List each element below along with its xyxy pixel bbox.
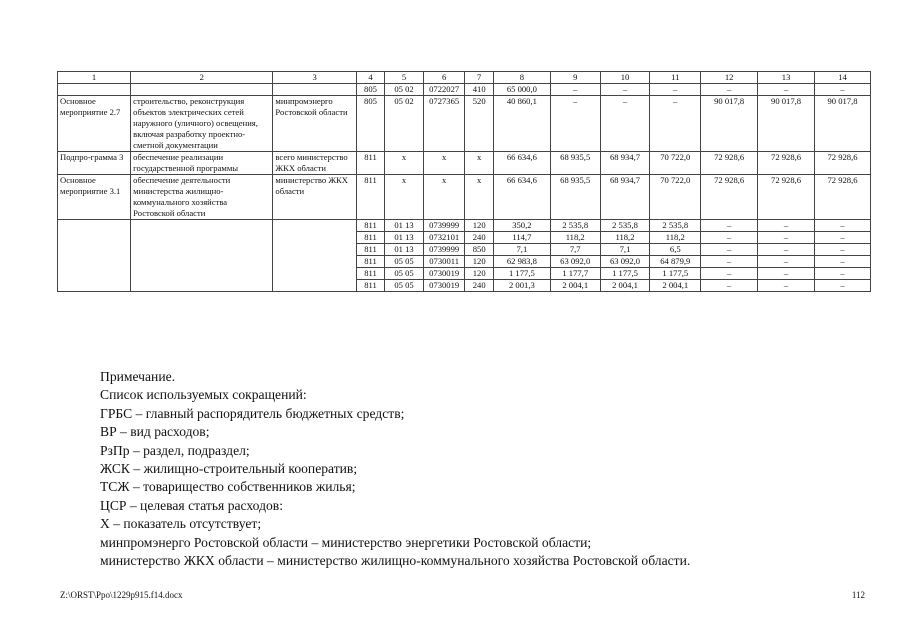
column-number: 13: [758, 72, 815, 84]
vr-cell: 850: [465, 244, 493, 256]
amount-cell: 90 017,8: [701, 96, 758, 152]
table-row: [58, 84, 871, 96]
amount-cell: 1 177,5: [650, 268, 701, 280]
vr-cell: 120: [465, 268, 493, 280]
amount-cell: –: [701, 244, 758, 256]
amount-cell: 2 004,1: [550, 280, 600, 292]
amount-cell: 2 004,1: [650, 280, 701, 292]
grbs-cell: 811: [356, 152, 384, 175]
note-line: Примечание.: [100, 369, 176, 384]
rzpr-cell: 05 02: [385, 96, 424, 152]
file-path: Z:\ORST\Ppo\1229p915.f14.docx: [60, 590, 183, 600]
empty-cell: [131, 220, 273, 292]
amount-cell: –: [758, 220, 815, 232]
amount-cell: 90 017,8: [758, 96, 815, 152]
csr-cell: 0730011: [423, 256, 465, 268]
amount-cell: 70 722,0: [650, 152, 701, 175]
amount-cell: –: [550, 96, 600, 152]
column-number: 7: [465, 72, 493, 84]
abbreviations-note: [100, 368, 690, 570]
csr-cell: 0722027: [423, 84, 465, 96]
page-number: 112: [851, 590, 865, 600]
rzpr-cell: x: [385, 175, 424, 220]
vr-cell: 520: [465, 96, 493, 152]
vr-cell: 240: [465, 232, 493, 244]
amount-cell: 1 177,5: [493, 268, 550, 280]
table-row: [58, 220, 871, 232]
csr-cell: 0727365: [423, 96, 465, 152]
note-line: минпромэнерго Ростовской области – министерство энергетики Ростовской области;: [100, 534, 592, 550]
grbs-cell: 811: [356, 244, 384, 256]
column-number: 4: [356, 72, 384, 84]
amount-cell: 72 928,6: [701, 175, 758, 220]
grbs-cell: 811: [356, 280, 384, 292]
amount-cell: 114,7: [493, 232, 550, 244]
column-number: 1: [58, 72, 131, 84]
amount-cell: –: [815, 280, 871, 292]
amount-cell: 1 177,5: [600, 268, 650, 280]
amount-cell: –: [758, 232, 815, 244]
grbs-cell: 811: [356, 268, 384, 280]
amount-cell: 90 017,8: [815, 96, 871, 152]
amount-cell: –: [815, 84, 871, 96]
column-number: 8: [493, 72, 550, 84]
amount-cell: 63 092,0: [600, 256, 650, 268]
rzpr-cell: 01 13: [385, 232, 424, 244]
amount-cell: –: [758, 256, 815, 268]
amount-cell: 62 983,8: [493, 256, 550, 268]
amount-cell: 68 935,5: [550, 175, 600, 220]
note-line: ТСЖ – товарищество собственников жилья;: [100, 479, 356, 495]
amount-cell: –: [758, 280, 815, 292]
amount-cell: 7,1: [493, 244, 550, 256]
row-title: Основное мероприятие 3.1: [58, 175, 131, 220]
amount-cell: –: [701, 268, 758, 280]
amount-cell: 2 535,8: [650, 220, 701, 232]
amount-cell: 6,5: [650, 244, 701, 256]
csr-cell: 0732101: [423, 232, 465, 244]
amount-cell: –: [815, 244, 871, 256]
column-number: 11: [650, 72, 701, 84]
amount-cell: 2 535,8: [550, 220, 600, 232]
amount-cell: 118,2: [650, 232, 701, 244]
amount-cell: 118,2: [550, 232, 600, 244]
amount-cell: 72 928,6: [758, 175, 815, 220]
amount-cell: 72 928,6: [701, 152, 758, 175]
amount-cell: –: [815, 220, 871, 232]
amount-cell: 118,2: [600, 232, 650, 244]
amount-cell: –: [815, 268, 871, 280]
vr-cell: 120: [465, 256, 493, 268]
amount-cell: 66 634,6: [493, 152, 550, 175]
column-number: 12: [701, 72, 758, 84]
amount-cell: 66 634,6: [493, 175, 550, 220]
row-description: строительство, реконструкция объектов электрических сетей наружного (уличного) освещения, включая разработку проектно-сметной документации: [131, 96, 273, 152]
amount-cell: 40 860,1: [493, 96, 550, 152]
column-number: 5: [385, 72, 424, 84]
empty-cell: [58, 220, 131, 292]
amount-cell: –: [701, 232, 758, 244]
grbs-cell: 805: [356, 96, 384, 152]
note-line: министерство ЖКХ области – министерство жилищно-коммунального хозяйства Ростовской области.: [100, 553, 691, 569]
column-number: 2: [131, 72, 273, 84]
amount-cell: 63 092,0: [550, 256, 600, 268]
grbs-cell: 805: [356, 84, 384, 96]
column-number: 3: [273, 72, 356, 84]
csr-cell: 0739999: [423, 244, 465, 256]
column-number: 9: [550, 72, 600, 84]
column-number-row: [58, 72, 871, 84]
row-description: [131, 84, 273, 96]
note-line: ЖСК – жилищно-строительный кооператив;: [100, 461, 358, 477]
row-description: обеспечение деятельности министерства жилищно-коммунального хозяйства Ростовской области: [131, 175, 273, 220]
column-number: 10: [600, 72, 650, 84]
row-executor: всего министерство ЖКХ области: [273, 152, 356, 175]
amount-cell: 2 535,8: [600, 220, 650, 232]
amount-cell: 70 722,0: [650, 175, 701, 220]
note-line: ЦСР – целевая статья расходов:: [100, 497, 283, 513]
amount-cell: 7,1: [600, 244, 650, 256]
grbs-cell: 811: [356, 256, 384, 268]
row-description: обеспечение реализации государственной программы: [131, 152, 273, 175]
note-line: ГРБС – главный распорядитель бюджетных средств;: [100, 405, 405, 421]
rzpr-cell: 05 05: [385, 268, 424, 280]
csr-cell: 0730019: [423, 268, 465, 280]
table-row: [58, 152, 871, 175]
empty-cell: [273, 220, 356, 292]
row-executor: минпромэнерго Ростовской области: [273, 96, 356, 152]
column-number: 14: [815, 72, 871, 84]
note-line: РзПр – раздел, подраздел;: [100, 442, 250, 458]
rzpr-cell: 01 13: [385, 220, 424, 232]
amount-cell: 68 935,5: [550, 152, 600, 175]
note-line: ВР – вид расходов;: [100, 424, 210, 440]
rzpr-cell: 01 13: [385, 244, 424, 256]
amount-cell: 65 000,0: [493, 84, 550, 96]
amount-cell: 72 928,6: [758, 152, 815, 175]
amount-cell: –: [550, 84, 600, 96]
amount-cell: –: [701, 256, 758, 268]
amount-cell: –: [701, 280, 758, 292]
vr-cell: x: [465, 152, 493, 175]
rzpr-cell: 05 05: [385, 280, 424, 292]
column-number: 6: [423, 72, 465, 84]
vr-cell: 410: [465, 84, 493, 96]
amount-cell: 68 934,7: [600, 152, 650, 175]
amount-cell: 68 934,7: [600, 175, 650, 220]
amount-cell: –: [758, 268, 815, 280]
grbs-cell: 811: [356, 220, 384, 232]
vr-cell: x: [465, 175, 493, 220]
csr-cell: x: [423, 152, 465, 175]
amount-cell: 72 928,6: [815, 152, 871, 175]
grbs-cell: 811: [356, 175, 384, 220]
vr-cell: 240: [465, 280, 493, 292]
amount-cell: –: [650, 96, 701, 152]
csr-cell: x: [423, 175, 465, 220]
amount-cell: –: [758, 84, 815, 96]
vr-cell: 120: [465, 220, 493, 232]
csr-cell: 0730019: [423, 280, 465, 292]
amount-cell: 72 928,6: [815, 175, 871, 220]
row-executor: министерство ЖКХ области: [273, 175, 356, 220]
amount-cell: 64 879,9: [650, 256, 701, 268]
rzpr-cell: 05 02: [385, 84, 424, 96]
amount-cell: –: [815, 256, 871, 268]
amount-cell: –: [815, 232, 871, 244]
table-row: [58, 96, 871, 152]
amount-cell: 2 004,1: [600, 280, 650, 292]
csr-cell: 0739999: [423, 220, 465, 232]
amount-cell: 350,2: [493, 220, 550, 232]
amount-cell: –: [600, 96, 650, 152]
amount-cell: –: [701, 220, 758, 232]
budget-table: [57, 71, 871, 292]
note-line: Список используемых сокращений:: [100, 387, 307, 403]
table-row: [58, 175, 871, 220]
amount-cell: –: [701, 84, 758, 96]
amount-cell: –: [600, 84, 650, 96]
amount-cell: 2 001,3: [493, 280, 550, 292]
row-title: Подпро-грамма 3: [58, 152, 131, 175]
row-title: [58, 84, 131, 96]
rzpr-cell: x: [385, 152, 424, 175]
amount-cell: 1 177,7: [550, 268, 600, 280]
row-title: Основное мероприятие 2.7: [58, 96, 131, 152]
amount-cell: –: [758, 244, 815, 256]
amount-cell: –: [650, 84, 701, 96]
note-line: Х – показатель отсутствует;: [100, 516, 262, 532]
amount-cell: 7,7: [550, 244, 600, 256]
row-executor: [273, 84, 356, 96]
rzpr-cell: 05 05: [385, 256, 424, 268]
grbs-cell: 811: [356, 232, 384, 244]
